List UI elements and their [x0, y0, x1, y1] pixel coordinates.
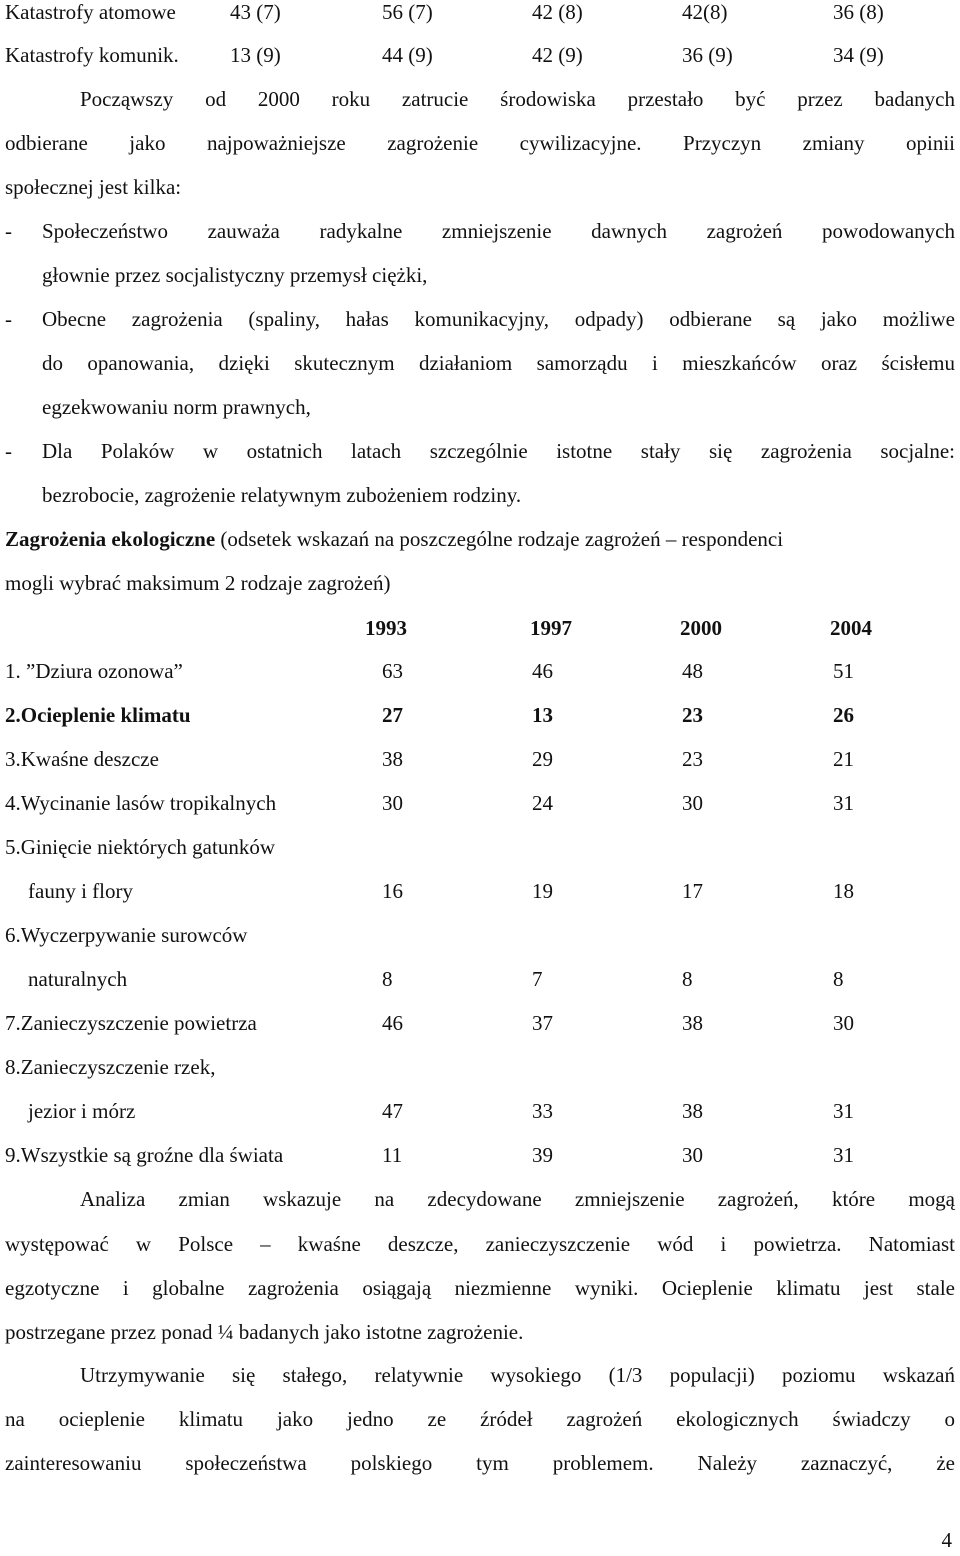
top-cell: 42 (8) — [532, 0, 583, 24]
table-cell: 30 — [682, 791, 703, 815]
eco-heading-line — [5, 527, 783, 551]
table-row-label: 4.Wycinanie lasów tropikalnych — [5, 791, 277, 815]
paragraph-line: Utrzymywanie się stałego, relatywnie wysokiego (1/3 populacji) poziomu wskazań — [80, 1363, 955, 1387]
table-row-label-cont: jezior i mórz — [28, 1099, 136, 1123]
top-cell: 42 (9) — [532, 43, 583, 67]
year-header: 2004 — [830, 616, 872, 640]
table-cell: 30 — [382, 791, 403, 815]
table-row-label: 3.Kwaśne deszcze — [5, 747, 159, 771]
paragraph-line: Począwszy od 2000 roku zatrucie środowiska przestało być przez badanych — [80, 87, 955, 111]
eco-heading-desc: (odsetek wskazań na poszczególne rodzaje zagrożeń – respondenci — [215, 527, 784, 551]
table-cell: 18 — [833, 879, 854, 903]
table-cell: 8 — [833, 967, 844, 991]
paragraph-line: na ocieplenie klimatu jako jedno ze źródeł zagrożeń ekologicznych świadczy o — [5, 1407, 955, 1431]
table-cell: 23 — [682, 703, 703, 727]
table-row-label: 1. ”Dziura ozonowa” — [5, 659, 183, 683]
paragraph-line: odbierane jako najpoważniejsze zagrożenie cywilizacyjne. Przyczyn zmiany opinii — [5, 131, 955, 155]
table-cell: 19 — [532, 879, 553, 903]
table-cell: 24 — [532, 791, 553, 815]
year-header: 1997 — [530, 616, 572, 640]
table-cell: 29 — [532, 747, 553, 771]
table-cell: 47 — [382, 1099, 403, 1123]
table-cell: 21 — [833, 747, 854, 771]
page-number: 4 — [941, 1528, 952, 1552]
top-cell: 34 (9) — [833, 43, 884, 67]
table-row-label: 8.Zanieczyszczenie rzek, — [5, 1055, 216, 1079]
table-cell: 38 — [682, 1011, 703, 1035]
table-row-label-cont: naturalnych — [28, 967, 128, 991]
top-cell: 36 (8) — [833, 0, 884, 24]
paragraph-line: występować w Polsce – kwaśne deszcze, zanieczyszczenie wód i powietrza. Natomiast — [5, 1232, 955, 1256]
table-row-label: 2.Ocieplenie klimatu — [5, 703, 191, 727]
table-cell: 39 — [532, 1143, 553, 1167]
top-cell: 13 (9) — [230, 43, 281, 67]
table-row-label: 7.Zanieczyszczenie powietrza — [5, 1011, 257, 1035]
table-cell: 31 — [833, 1099, 854, 1123]
eco-heading-title: Zagrożenia ekologiczne — [5, 527, 216, 551]
top-cell: 43 (7) — [230, 0, 281, 24]
table-cell: 51 — [833, 659, 854, 683]
top-cell: 56 (7) — [382, 0, 433, 24]
table-cell: 8 — [682, 967, 693, 991]
table-cell: 8 — [382, 967, 393, 991]
table-row-label: 5.Ginięcie niektórych gatunków — [5, 835, 276, 859]
table-cell: 27 — [382, 703, 403, 727]
top-cell: 42(8) — [682, 0, 728, 24]
table-cell: 38 — [382, 747, 403, 771]
bullet-dash: - — [5, 439, 12, 463]
paragraph-line: społecznej jest kilka: — [5, 175, 182, 199]
top-cell: 44 (9) — [382, 43, 433, 67]
table-cell: 17 — [682, 879, 703, 903]
table-row-label-cont: fauny i flory — [28, 879, 133, 903]
table-cell: 38 — [682, 1099, 703, 1123]
table-row-label: 6.Wyczerpywanie surowców — [5, 923, 248, 947]
bullet-dash: - — [5, 219, 12, 243]
table-cell: 26 — [833, 703, 854, 727]
bullet-line: Społeczeństwo zauważa radykalne zmniejszenie dawnych zagrożeń powodowanych — [42, 219, 955, 243]
paragraph-line: postrzegane przez ponad ¼ badanych jako istotne zagrożenie. — [5, 1320, 524, 1344]
bullet-dash: - — [5, 307, 12, 331]
table-cell: 7 — [532, 967, 543, 991]
bullet-line: głownie przez socjalistyczny przemysł ciężki, — [42, 263, 428, 287]
table-cell: 23 — [682, 747, 703, 771]
paragraph-line: Analiza zmian wskazuje na zdecydowane zmniejszenie zagrożeń, które mogą — [80, 1187, 955, 1211]
table-cell: 13 — [532, 703, 553, 727]
year-header: 1993 — [365, 616, 407, 640]
top-cell: 36 (9) — [682, 43, 733, 67]
year-header: 2000 — [680, 616, 722, 640]
table-cell: 31 — [833, 1143, 854, 1167]
paragraph-line: egzotyczne i globalne zagrożenia osiągają niezmienne wyniki. Ocieplenie klimatu jest stale — [5, 1276, 955, 1300]
bullet-line: Obecne zagrożenia (spaliny, hałas komunikacyjny, odpady) odbierane są jako możliwe — [42, 307, 955, 331]
table-cell: 16 — [382, 879, 403, 903]
table-cell: 30 — [833, 1011, 854, 1035]
eco-heading-line2: mogli wybrać maksimum 2 rodzaje zagrożeń) — [5, 571, 391, 595]
bullet-line: Dla Polaków w ostatnich latach szczególnie istotne stały się zagrożenia socjalne: — [42, 439, 955, 463]
table-cell: 48 — [682, 659, 703, 683]
table-row-label: 9.Wszystkie są groźne dla świata — [5, 1143, 284, 1167]
table-cell: 11 — [382, 1143, 403, 1167]
bullet-line: do opanowania, dzięki skutecznym działaniom samorządu i mieszkańców oraz ścisłemu — [42, 351, 955, 375]
top-row-label: Katastrofy komunik. — [5, 43, 179, 67]
paragraph-line: zainteresowaniu społeczeństwa polskiego tym problemem. Należy zaznaczyć, że — [5, 1451, 955, 1475]
bullet-line: bezrobocie, zagrożenie relatywnym zubożeniem rodziny. — [42, 483, 522, 507]
top-row-label: Katastrofy atomowe — [5, 0, 176, 24]
table-cell: 33 — [532, 1099, 553, 1123]
table-cell: 46 — [382, 1011, 403, 1035]
table-cell: 63 — [382, 659, 403, 683]
table-cell: 30 — [682, 1143, 703, 1167]
table-cell: 37 — [532, 1011, 553, 1035]
table-cell: 31 — [833, 791, 854, 815]
table-cell: 46 — [532, 659, 553, 683]
bullet-line: egzekwowaniu norm prawnych, — [42, 395, 311, 419]
